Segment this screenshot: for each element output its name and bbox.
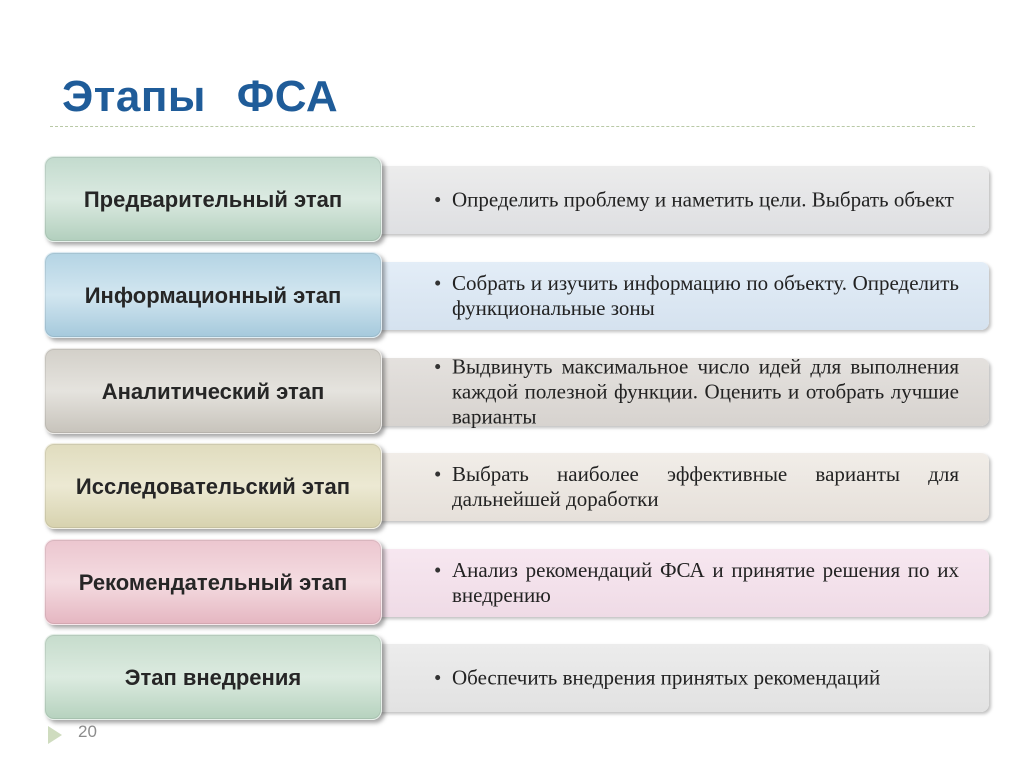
stage-description-text bbox=[434, 462, 959, 512]
stage-label: Рекомендательный этап bbox=[78, 569, 348, 595]
stage-label-box bbox=[44, 443, 382, 529]
stage-description-box bbox=[364, 262, 989, 330]
stage-label-box bbox=[44, 156, 382, 242]
stage-description-text bbox=[434, 355, 959, 430]
stage-label-box bbox=[44, 348, 382, 434]
slide-title: Этапы ФСА bbox=[62, 72, 339, 121]
stage-label-box bbox=[44, 539, 382, 625]
stage-description-box bbox=[364, 549, 989, 617]
stage-description-box bbox=[364, 166, 989, 234]
stage-label: Предварительный этап bbox=[83, 186, 343, 212]
stage-description: Выбрать наиболее эффективные варианты для дальнейшей доработки bbox=[452, 462, 959, 511]
stage-description: Анализ рекомендаций ФСА и принятие решения по их внедрению bbox=[452, 558, 959, 607]
stage-description-box bbox=[364, 644, 989, 712]
stage-description-text bbox=[434, 666, 959, 691]
stage-description-box bbox=[364, 453, 989, 521]
title-divider bbox=[50, 126, 975, 127]
stage-row-preliminary bbox=[44, 156, 989, 242]
stage-row-information bbox=[44, 252, 989, 338]
stage-label-box bbox=[44, 634, 382, 720]
triangle-right-icon bbox=[48, 726, 62, 744]
stage-description-box bbox=[364, 354, 989, 429]
stage-description-text bbox=[434, 558, 959, 608]
stage-row-research bbox=[44, 443, 989, 529]
bullet-icon: • bbox=[434, 462, 442, 486]
bullet-icon: • bbox=[434, 354, 442, 379]
stage-description: Выдвинуть максимальное число идей для выполнения каждой полезной функции. Оценить и отобрать лучшие варианты bbox=[452, 354, 959, 429]
stage-description: Собрать и изучить информацию по объекту. Определить функциональные зоны bbox=[452, 271, 959, 320]
stage-label: Информационный этап bbox=[84, 282, 342, 308]
stage-label: Исследовательский этап bbox=[75, 473, 351, 499]
stage-label-box bbox=[44, 252, 382, 338]
stage-row-recommendation bbox=[44, 539, 989, 625]
stage-description: Обеспечить внедрения принятых рекомендаций bbox=[452, 665, 881, 690]
stage-description: Определить проблему и наметить цели. Выбрать объект bbox=[452, 187, 954, 212]
bullet-icon: • bbox=[434, 271, 442, 295]
stage-row-analytical bbox=[44, 348, 989, 434]
stage-description-text bbox=[434, 188, 959, 213]
page-number: 20 bbox=[78, 722, 97, 741]
stage-label: Аналитический этап bbox=[101, 378, 325, 404]
bullet-icon: • bbox=[434, 558, 442, 582]
stage-description-text bbox=[434, 271, 959, 321]
stage-row-implementation bbox=[44, 634, 989, 720]
bullet-icon: • bbox=[434, 665, 442, 690]
stage-label: Этап внедрения bbox=[124, 664, 302, 690]
bullet-icon: • bbox=[434, 187, 442, 212]
